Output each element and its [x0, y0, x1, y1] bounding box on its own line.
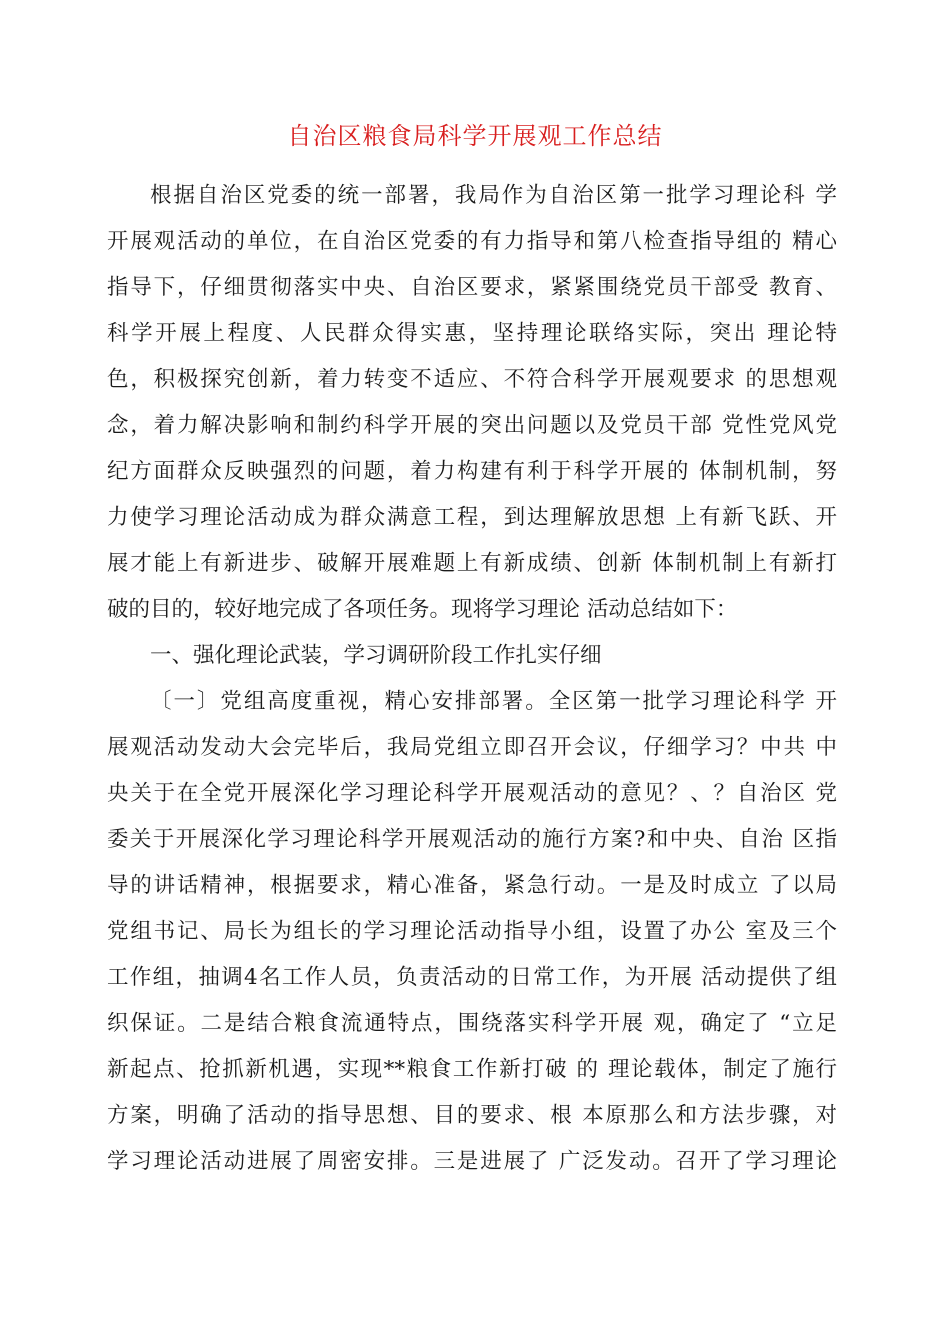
paragraph-line: 纪方面群众反映强烈的问题，着力构建有利于科学开展的 体制机制，努 — [107, 459, 837, 484]
document-title: 自治区粮食局科学开展观工作总结 — [287, 122, 663, 150]
paragraph-line: 学习理论活动进展了周密安排。三是进展了 广泛发动。召开了学习理论 — [107, 1149, 837, 1174]
paragraph-line: 展观活动发动大会完毕后，我局党组立即召开会议，仔细学习？中共 中 — [107, 735, 837, 760]
paragraph-line: 力使学习理论活动成为群众满意工程，到达理解放思想 上有新飞跃、开 — [107, 505, 837, 530]
paragraph-line: 党组书记、局长为组长的学习理论活动指导小组，设置了办公 室及三个 — [107, 919, 837, 944]
paragraph-line: 开展观活动的单位，在自治区党委的有力指导和第八检查指导组的 精心 — [107, 229, 837, 254]
paragraph-line: 导的讲话精神，根据要求，精心准备，紧急行动。一是及时成立 了以局 — [107, 873, 837, 898]
paragraph-line: 根据自治区党委的统一部署，我局作为自治区第一批学习理论科 学 — [150, 183, 837, 208]
paragraph-line: 新起点、抢抓新机遇，实现**粮食工作新打破 的 理论载体，制定了施行 — [107, 1057, 837, 1082]
paragraph-line: 科学开展上程度、人民群众得实惠，坚持理论联络实际，突出 理论特 — [107, 321, 837, 346]
paragraph-line: 〔一〕党组高度重视，精心安排部署。全区第一批学习理论科学 开 — [150, 689, 837, 714]
paragraph-line: 展才能上有新进步、破解开展难题上有新成绩、创新 体制机制上有新打 — [107, 551, 837, 576]
paragraph-line: 指导下，仔细贯彻落实中央、自治区要求，紧紧围绕党员干部受 教育、 — [107, 275, 837, 300]
paragraph-line: 央关于在全党开展深化学习理论科学开展观活动的意见？、？自治区 党 — [107, 781, 837, 806]
section-heading: 一、强化理论武装，学习调研阶段工作扎实仔细 — [150, 643, 602, 668]
paragraph-line: 念，着力解决影响和制约科学开展的突出问题以及党员干部 党性党风党 — [107, 413, 837, 438]
paragraph-line: 色，积极探究创新，着力转变不适应、不符合科学开展观要求 的思想观 — [107, 367, 837, 392]
paragraph-line: 织保证。二是结合粮食流通特点，围绕落实科学开展 观，确定了 “立足 — [107, 1011, 837, 1036]
paragraph-line: 破的目的，较好地完成了各项任务。现将学习理论 活动总结如下： — [107, 597, 738, 622]
paragraph-line: 方案，明确了活动的指导思想、目的要求、根 本原那么和方法步骤，对 — [107, 1103, 837, 1128]
paragraph-line: 委关于开展深化学习理论科学开展观活动的施行方案?和中央、自治 区指 — [107, 827, 837, 852]
paragraph-line: 工作组，抽调4名工作人员，负责活动的日常工作，为开展 活动提供了组 — [107, 965, 837, 990]
